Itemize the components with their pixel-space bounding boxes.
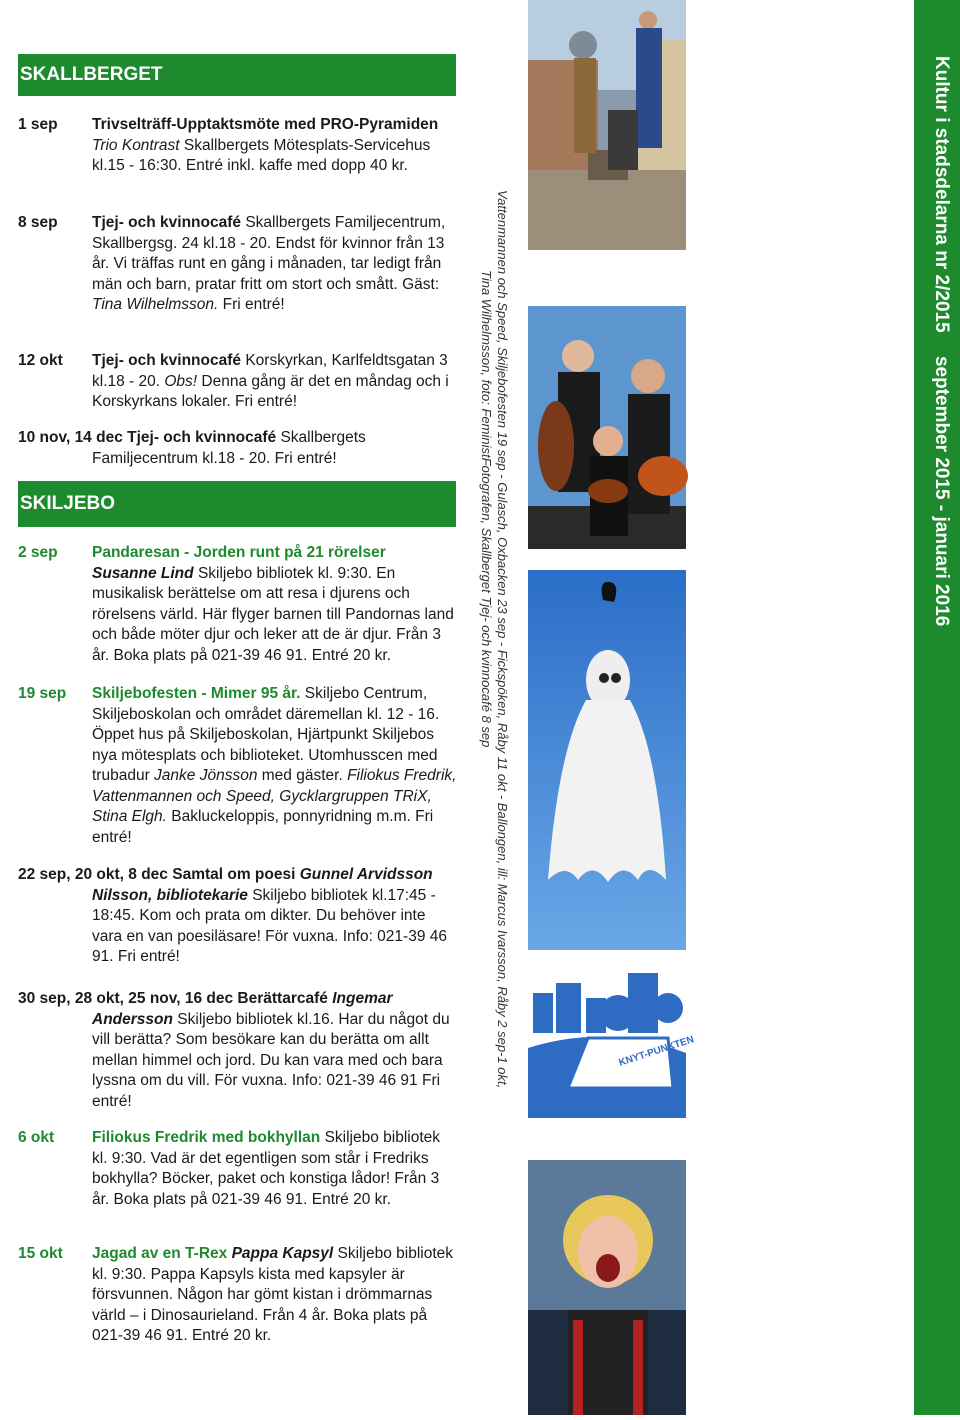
photo-caption-line1: Vattenmannen och Speed, Skiljebofesten 19 sep - Gulasch, Oxbacken 23 sep - Fickspöken, Råby 11 okt - Ballongen, ill: Marcus Ivarsson, Råby 2 sep-1 okt, <box>495 190 510 1089</box>
event-title: Skiljebofesten - Mimer 95 år. <box>92 685 301 702</box>
sidebar-title <box>930 56 952 626</box>
event-15-okt: 15 okt Jagad av en T-Rex Pappa Kapsyl Skiljebo bibliotek kl. 9:30. Pappa Kapsyls kista med kapsyler är försvunnen. Någon har gömt kistan i drömmarnas värld – i Dinosaurieland. Från 4 år. Boka plats på 021-39 46 91. Entré 20 kr. <box>18 1245 454 1344</box>
photo-musicians <box>528 306 686 549</box>
event-1-sep: 1 sep Trivselträff-Upptaktsmöte med PRO-Pyramiden Trio Kontrast Skallbergets Mötesplats-Servicehus kl.15 - 16:30. Entré inkl. kaffe med dopp 40 kr. <box>18 116 439 174</box>
event-title: Samtal om poesi <box>172 866 296 883</box>
event-2-sep: 2 sep Pandaresan - Jorden runt på 21 rörelser Susanne Lind Skiljebo bibliotek kl. 9:30. En musikalisk berättelse om att resa i djurens och rörelsens värld. Här flyger barnen till Pandornas land och både möter djur och leker att de är djur. Från 3 år. Boka plats på 021-39 46 91. Entré 20 kr. <box>18 544 454 664</box>
event-date: 30 sep, 28 okt, 25 nov, 16 dec <box>18 990 234 1007</box>
event-title: Pandaresan - Jorden runt på 21 rörelser <box>92 544 386 561</box>
section-header-skiljebo: SKILJEBO <box>18 481 456 527</box>
event-date: 15 okt <box>18 1245 63 1262</box>
event-date: 19 sep <box>18 685 67 702</box>
event-title: Tjej- och kvinnocafé <box>127 429 277 446</box>
photo-street-performers <box>528 0 686 250</box>
event-title: Tjej- och kvinnocafé <box>92 214 242 231</box>
event-title: Jagad av en T-Rex <box>92 1245 228 1262</box>
event-date: 10 nov, 14 dec <box>18 429 123 446</box>
knyt-sign: KNYT-PUNKTEN <box>617 1034 696 1069</box>
event-date: 12 okt <box>18 352 63 369</box>
ghost-image <box>528 570 686 950</box>
street-scene-image <box>528 0 686 250</box>
publication-title: Kultur i stadsdelarna nr 2/2015 <box>931 56 952 333</box>
event-22-sep: 22 sep, 20 okt, 8 dec Samtal om poesi Gunnel Arvidsson Nilsson, bibliotekarie Skiljebo bibliotek kl.17:45 - 18:45. Kom och prata om dikter. Du behöver inte vara en van poesiläsare! För vuxna. Info: 021-39 46 91. Fri entré! <box>18 866 447 965</box>
event-10-nov: 10 nov, 14 dec Tjej- och kvinnocafé Skallbergets Familjecentrum kl.18 - 20. Fri entré! <box>18 429 366 467</box>
event-date: 2 sep <box>18 544 58 561</box>
event-title: Berättarcafé <box>237 990 328 1007</box>
photo-caption-line2: Tina Wilhelmsson, foto: FeministFotografen, Skallberget Tjej- och kvinnocafé 8 sep <box>479 270 494 748</box>
section-header-skallberget: SKALLBERGET <box>18 54 456 96</box>
photo-illustration <box>528 968 696 1118</box>
event-title: Filiokus Fredrik med bokhyllan <box>92 1129 321 1146</box>
event-12-okt: 12 okt Tjej- och kvinnocafé Korskyrkan, Karlfeldtsgatan 3 kl.18 - 20. Obs! Denna gång är det en måndag och i Korskyrkans lokaler. Fri entré! <box>18 352 449 410</box>
event-date: 6 okt <box>18 1129 55 1146</box>
event-title: Trivselträff-Upptaktsmöte med PRO-Pyramiden <box>92 116 439 133</box>
knytpunkten-illustration <box>528 968 696 1118</box>
publication-period: september 2015 - januari 2016 <box>931 355 952 627</box>
event-date: 8 sep <box>18 214 58 231</box>
photo-laughing-woman <box>528 1160 686 1415</box>
event-date: 1 sep <box>18 116 58 133</box>
event-date: 22 sep, 20 okt, 8 dec <box>18 866 168 883</box>
event-6-okt: 6 okt Filiokus Fredrik med bokhyllan Skiljebo bibliotek kl. 9:30. Vad är det egentligen som står i Fredriks bokhylla? Böcker, paket och konstiga lådor! Från 3 år. Boka plats på 021-39 46 91. Entré 20 kr. <box>18 1129 441 1208</box>
photo-caption <box>478 190 510 1088</box>
photo-ghost <box>528 570 686 950</box>
event-30-sep: 30 sep, 28 okt, 25 nov, 16 dec Berättarcafé Ingemar Andersson Skiljebo bibliotek kl.16. Har du något du vill berätta? Som besökare kan du berätta om allt mellan himmel och jord. Du kan vara med och bara lyssna om du vill. För vuxna. Info: 021-39 46 91 Fri entré! <box>18 990 450 1110</box>
woman-image <box>528 1160 686 1415</box>
event-19-sep: 19 sep Skiljebofesten - Mimer 95 år. Skiljebo Centrum, Skiljeboskolan och området däremellan kl. 12 - 16. Öppet hus på Skiljeboskolan, Hjärtpunkt Skiljebos nya mötesplats och biblioteket. Utomhusscen med trubadur Janke Jönsson med gäster. Filiokus Fredrik, Vattenmannen och Speed, Gycklargruppen TRiX, Stina Elgh. Bakluckeloppis, ponnyridning m.m. Fri entré! <box>18 685 457 846</box>
event-8-sep: 8 sep Tjej- och kvinnocafé Skallbergets Familjecentrum, Skallbergsg. 24 kl.18 - 20. Endst för kvinnor från 13 år. Vi träffas runt en gång i månaden, tar ledigt från män och barn, pratar fritt om stort och smått. Gäst: Tina Wilhelmsson. Fri entré! <box>18 214 446 313</box>
event-title: Tjej- och kvinnocafé <box>92 352 242 369</box>
musicians-image <box>528 306 686 549</box>
